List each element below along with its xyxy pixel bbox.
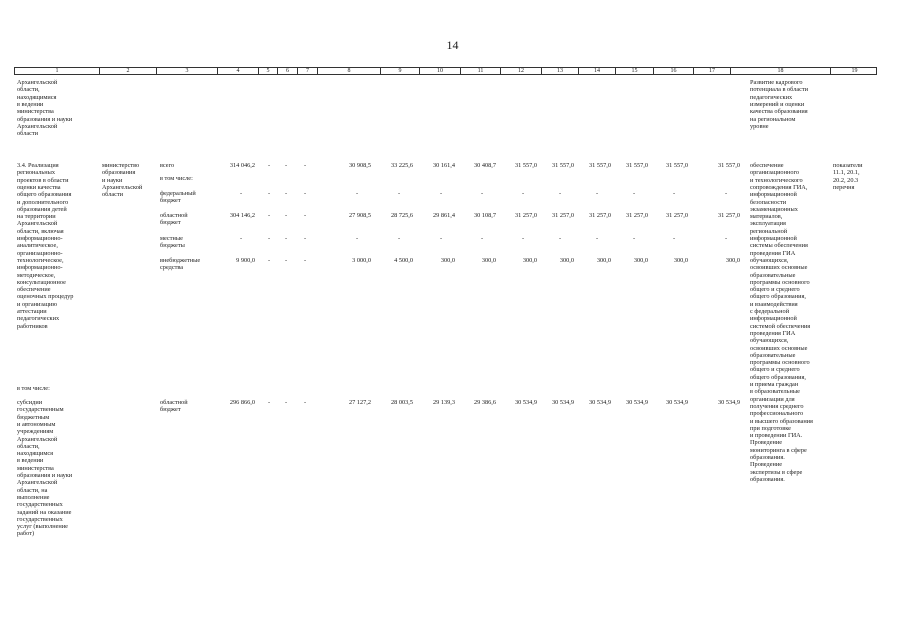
- table-cell: 9 900,0: [236, 257, 255, 264]
- item-result: образования.: [750, 475, 785, 483]
- subsidies-description: работ): [17, 530, 35, 538]
- item-result: обучающихся,: [750, 256, 789, 264]
- item-result: и высшего образования: [750, 417, 813, 425]
- item-executor: и науки: [102, 176, 123, 184]
- table-cell: 4 500,0: [394, 257, 413, 264]
- subsidies-description: в ведении: [17, 457, 44, 465]
- table-cell: 27 127,2: [348, 399, 371, 406]
- subsidies-description: учреждениям: [17, 428, 54, 436]
- item-result: программы основного: [750, 278, 810, 286]
- item-description: организационно-: [17, 249, 63, 257]
- table-cell: 300,0: [522, 257, 537, 264]
- item-result: программы основного: [750, 359, 810, 367]
- item-result: региональной: [750, 227, 788, 235]
- item-description: оценки качества: [17, 183, 61, 191]
- subsidies-description: министерства: [17, 464, 54, 472]
- source-label: бюджет: [160, 406, 181, 414]
- item-result: организационного: [750, 169, 800, 177]
- table-cell: 30 534,9: [588, 399, 611, 406]
- item-result: информационной: [750, 191, 797, 199]
- header-cell: 5: [259, 68, 278, 74]
- continued-description: Архангельской: [17, 122, 58, 130]
- source-label: местные: [160, 235, 183, 242]
- source-label: областной: [160, 399, 188, 406]
- table-cell: -: [267, 190, 271, 197]
- table-cell: -: [558, 235, 562, 242]
- table-cell: -: [397, 190, 401, 197]
- item-result: сопровождения ГИА,: [750, 183, 808, 191]
- source-label: бюджеты: [160, 242, 185, 250]
- item-result: общего образования,: [750, 373, 806, 381]
- header-cell: 11: [461, 68, 501, 74]
- continued-description: образования и науки: [17, 115, 73, 123]
- continued-result: измерений и оценки: [750, 100, 805, 108]
- table-cell: -: [558, 190, 562, 197]
- item-result: в образовательные: [750, 388, 800, 396]
- subsidies-description: и автономным: [17, 420, 56, 428]
- item-description: обеспечение: [17, 286, 51, 294]
- item-description: образования детей: [17, 205, 67, 213]
- header-cell: 16: [654, 68, 694, 74]
- item-description: Архангельской: [17, 220, 58, 228]
- source-subheading: в том числе:: [160, 175, 193, 182]
- item-indicators: 11.1, 20.1,: [833, 169, 860, 177]
- table-cell: -: [303, 212, 307, 219]
- source-label: федеральный: [160, 190, 196, 197]
- item-result: проведения ГИА: [750, 329, 796, 337]
- subsidies-description: субсидии: [17, 399, 43, 406]
- continued-description: находящимися: [17, 93, 57, 101]
- subsidies-description: государственных: [17, 515, 63, 523]
- subsidies-description: образования и науки: [17, 472, 73, 479]
- table-cell: -: [303, 235, 307, 242]
- item-result: организации для: [750, 395, 795, 403]
- table-cell: 31 257,0: [514, 212, 537, 219]
- table-cell: 314 046,2: [229, 162, 255, 169]
- header-cell: 17: [694, 68, 731, 74]
- source-label: бюджет: [160, 197, 181, 205]
- item-description: проектов в области: [17, 176, 69, 184]
- header-cell: 15: [616, 68, 654, 74]
- table-cell: -: [355, 190, 359, 197]
- item-result: профессионального: [750, 410, 804, 418]
- item-description: информационно-: [17, 264, 63, 272]
- table-cell: -: [284, 235, 288, 242]
- table-cell: 300,0: [633, 257, 648, 264]
- table-cell: 300,0: [596, 257, 611, 264]
- continued-description: Архангельской: [17, 79, 58, 86]
- table-cell: -: [267, 235, 271, 242]
- table-cell: -: [267, 212, 271, 219]
- item-result: экзаменационных: [750, 205, 798, 213]
- table-cell: 3 000,0: [352, 257, 371, 264]
- header-cell: 2: [100, 68, 157, 74]
- table-cell: -: [267, 257, 271, 264]
- header-cell: 18: [731, 68, 831, 74]
- table-cell: -: [239, 235, 243, 242]
- item-result: информационной: [750, 315, 797, 323]
- table-cell: 31 257,0: [625, 212, 648, 219]
- table-cell: 30 534,9: [717, 399, 740, 406]
- item-result: общего и среднего: [750, 366, 800, 374]
- item-description: 3.4. Реализация: [17, 162, 59, 169]
- subsidies-description: области,: [17, 442, 40, 450]
- item-result: обеспечение: [750, 162, 784, 169]
- table-cell: 30 108,7: [473, 212, 496, 219]
- table-cell: -: [480, 190, 484, 197]
- subsidies-description: Архангельской: [17, 479, 58, 487]
- item-result: получения среднего: [750, 402, 804, 410]
- item-description: на территории: [17, 213, 56, 221]
- item-description: работников: [17, 322, 48, 330]
- table-cell: -: [267, 162, 271, 169]
- item-result: образовательные: [750, 271, 796, 279]
- table-cell: 304 146,2: [229, 212, 255, 219]
- item-result: и проведении ГИА.: [750, 432, 803, 440]
- item-result: экспертизы в сфере: [750, 468, 803, 476]
- header-cell: 13: [542, 68, 579, 74]
- table-cell: 30 534,9: [551, 399, 574, 406]
- table-cell: -: [672, 235, 676, 242]
- table-cell: 27 908,5: [348, 212, 371, 219]
- continued-result: педагогических: [750, 93, 793, 101]
- header-cell: 12: [501, 68, 542, 74]
- item-result: образовательные: [750, 351, 796, 359]
- continued-result: на региональном: [750, 115, 796, 123]
- header-cell: 7: [298, 68, 318, 74]
- item-description: области, включая: [17, 227, 64, 235]
- subsidies-description: государственным: [17, 406, 64, 414]
- item-description: и дополнительного: [17, 198, 69, 206]
- item-result: проведения ГИА: [750, 249, 796, 257]
- table-cell: -: [397, 235, 401, 242]
- subsidies-description: государственных: [17, 501, 63, 509]
- table-cell: 300,0: [673, 257, 688, 264]
- item-executor: Архангельской: [102, 183, 143, 191]
- table-cell: -: [439, 235, 443, 242]
- table-cell: -: [284, 399, 288, 406]
- continued-result: уровне: [750, 122, 769, 130]
- item-result: общего и среднего: [750, 286, 800, 294]
- table-cell: 30 534,9: [665, 399, 688, 406]
- item-result: обучающихся,: [750, 337, 789, 345]
- table-cell: 300,0: [725, 257, 740, 264]
- table-cell: 31 257,0: [551, 212, 574, 219]
- table-cell: 30 161,4: [432, 162, 455, 169]
- item-result: информационной: [750, 235, 797, 242]
- table-cell: 296 866,0: [229, 399, 255, 406]
- item-executor: области: [102, 191, 124, 199]
- table-cell: 30 408,7: [473, 162, 496, 169]
- table-cell: 31 557,0: [551, 162, 574, 169]
- item-description: методическое,: [17, 271, 56, 279]
- table-cell: -: [595, 190, 599, 197]
- table-cell: 300,0: [440, 257, 455, 264]
- source-label: всего: [160, 162, 175, 169]
- table-cell: 31 257,0: [717, 212, 740, 219]
- table-cell: -: [439, 190, 443, 197]
- item-description: региональных: [17, 169, 56, 177]
- source-label: внебюджетные: [160, 257, 201, 264]
- continued-description: области: [17, 130, 39, 138]
- continued-description: в ведении: [17, 100, 44, 108]
- item-result: и технологического: [750, 176, 803, 184]
- item-description: технологическое,: [17, 256, 64, 264]
- table-cell: -: [303, 257, 307, 264]
- item-result: при подготовке: [750, 424, 791, 432]
- page-number: 14: [446, 38, 459, 52]
- table-cell: -: [303, 190, 307, 197]
- table-cell: 31 557,0: [717, 162, 740, 169]
- header-cell: 4: [218, 68, 259, 74]
- table-cell: 31 257,0: [588, 212, 611, 219]
- header-cell: 6: [278, 68, 298, 74]
- item-executor: образования: [102, 169, 136, 177]
- subsidies-description: услуг (выполнение: [17, 523, 68, 531]
- table-cell: -: [239, 190, 243, 197]
- table-cell: -: [521, 190, 525, 197]
- table-cell: 29 861,4: [432, 212, 455, 219]
- table-cell: 300,0: [559, 257, 574, 264]
- item-executor: министерство: [102, 162, 140, 169]
- header-cell: 3: [157, 68, 218, 74]
- table-cell: -: [480, 235, 484, 242]
- item-description: общего образования: [17, 191, 72, 199]
- continued-result: потенциала в области: [750, 86, 809, 94]
- item-result: и приема граждан: [750, 381, 799, 388]
- item-result: освоивших основные: [750, 264, 808, 272]
- header-cell: 1: [15, 68, 100, 74]
- item-result: системы обеспечения: [750, 242, 808, 250]
- table-cell: 31 557,0: [665, 162, 688, 169]
- item-description: аналитическое,: [17, 242, 58, 250]
- header-cell: 9: [381, 68, 420, 74]
- header-cell: 8: [318, 68, 381, 74]
- item-indicators: показатели: [833, 162, 863, 169]
- subsidies-description: выполнение: [17, 493, 50, 501]
- subsidies-description: находящимся: [17, 450, 54, 458]
- subsidies-description: заданий на оказание: [17, 508, 72, 516]
- table-cell: -: [632, 235, 636, 242]
- header-cell: 14: [579, 68, 616, 74]
- subsidies-description: Архангельской: [17, 435, 58, 443]
- table-cell: -: [521, 235, 525, 242]
- subsidies-description: области, на: [17, 486, 48, 494]
- table-cell: 29 139,3: [432, 399, 455, 406]
- item-result: мониторинга в сфере: [750, 446, 807, 454]
- item-result: эксплуатация: [750, 220, 786, 228]
- table-cell: 31 557,0: [625, 162, 648, 169]
- subsidies-description: бюджетным: [17, 413, 50, 421]
- item-description: и организацию: [17, 300, 58, 308]
- item-result: с федеральной: [750, 308, 790, 315]
- item-indicators: 20.2, 20.3: [833, 176, 859, 184]
- item-description: оценочных процедур: [17, 293, 74, 301]
- item-result: системой обеспечения: [750, 322, 811, 330]
- table-cell: -: [724, 235, 728, 242]
- item-description: аттестации: [17, 308, 47, 315]
- table-cell: -: [595, 235, 599, 242]
- item-description: консультационное: [17, 278, 66, 286]
- item-indicators: перечня: [833, 183, 855, 191]
- item-result: и взаимодействия: [750, 300, 798, 308]
- item-description: педагогических: [17, 315, 60, 323]
- item-result: образования.: [750, 454, 785, 461]
- table-cell: -: [355, 235, 359, 242]
- table-cell: -: [303, 399, 307, 406]
- item-description: информационно-: [17, 235, 63, 242]
- table-cell: -: [724, 190, 728, 197]
- table-cell: 28 725,6: [390, 212, 413, 219]
- table-cell: 31 557,0: [514, 162, 537, 169]
- continued-description: министерства: [17, 108, 54, 116]
- header-cell: 10: [420, 68, 461, 74]
- item-result: общего образования,: [750, 293, 806, 301]
- table-cell: 29 386,6: [473, 399, 496, 406]
- table-header-row: [14, 67, 877, 75]
- header-cell: 19: [851, 68, 858, 74]
- table-cell: 30 534,9: [625, 399, 648, 406]
- table-cell: 300,0: [481, 257, 496, 264]
- table-cell: -: [303, 162, 307, 169]
- continued-description: области,: [17, 86, 40, 94]
- table-cell: -: [284, 162, 288, 169]
- table-cell: -: [632, 190, 636, 197]
- source-label: бюджет: [160, 219, 181, 227]
- table-cell: 33 225,6: [390, 162, 413, 169]
- source-label: областной: [160, 212, 188, 219]
- source-label: средства: [160, 264, 184, 272]
- in-particular-label: в том числе:: [17, 385, 50, 392]
- item-result: освоивших основные: [750, 344, 808, 352]
- item-result: Проведение: [750, 461, 783, 469]
- table-cell: -: [672, 190, 676, 197]
- table-cell: 30 908,5: [348, 162, 371, 169]
- continued-result: качества образования: [750, 108, 808, 116]
- item-result: Проведение: [750, 439, 783, 447]
- item-result: материалов,: [750, 213, 783, 221]
- table-cell: -: [284, 212, 288, 219]
- continued-result: Развитие кадрового: [750, 79, 803, 86]
- table-cell: -: [284, 190, 288, 197]
- table-cell: -: [267, 399, 271, 406]
- table-cell: 31 257,0: [665, 212, 688, 219]
- item-result: безопасности: [750, 198, 787, 206]
- table-cell: 30 534,9: [514, 399, 537, 406]
- table-cell: -: [284, 257, 288, 264]
- table-cell: 28 003,5: [390, 399, 413, 406]
- table-cell: 31 557,0: [588, 162, 611, 169]
